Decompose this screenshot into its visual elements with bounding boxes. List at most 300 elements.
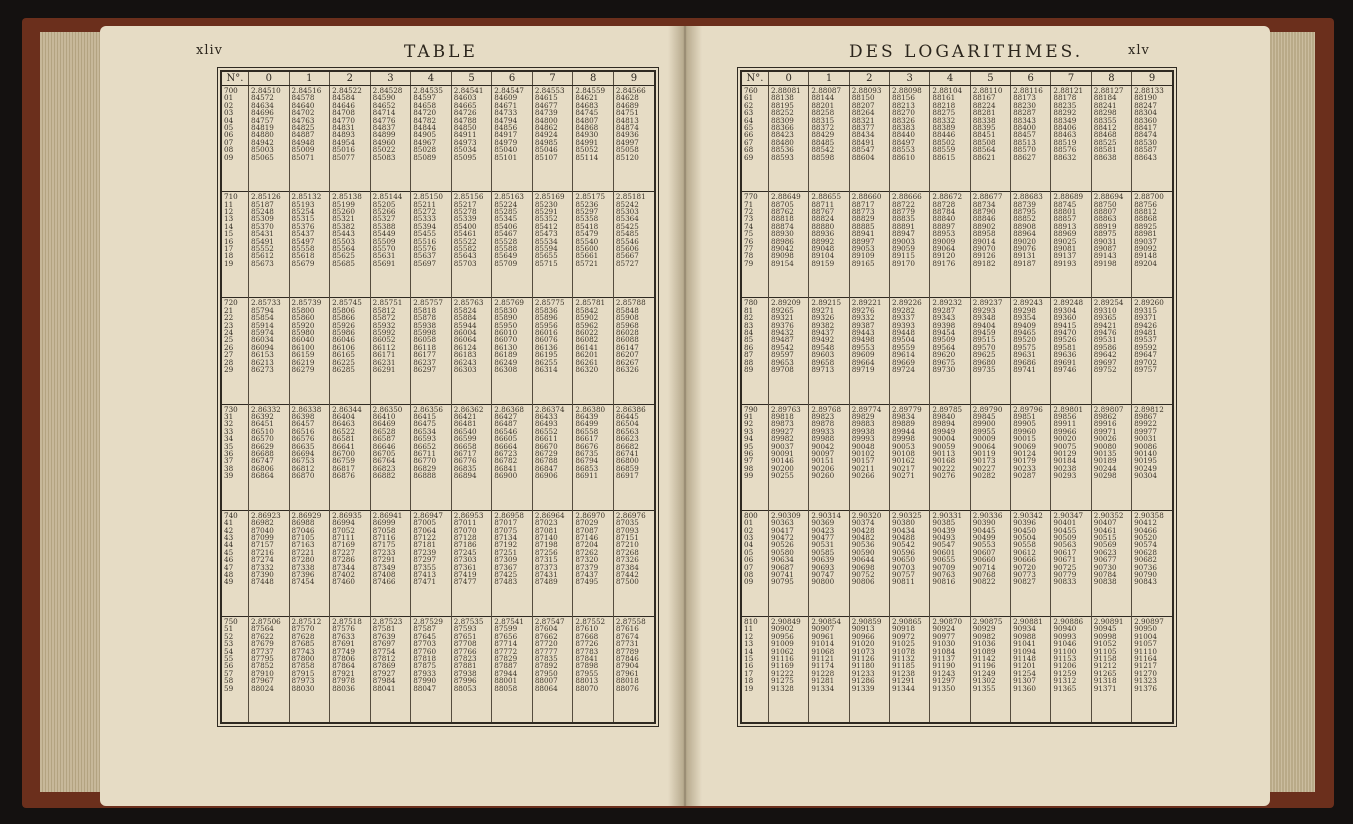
number-cell <box>222 616 249 722</box>
row-numbers: 730 31 32 33 34 35 36 37 38 39 <box>224 404 238 481</box>
column-header-digit: 2 <box>849 72 889 86</box>
log-cell <box>492 404 533 510</box>
log-cell <box>573 86 614 192</box>
log-cell <box>890 192 930 298</box>
log-cell <box>411 298 452 404</box>
log-cell <box>1011 298 1051 404</box>
log-cell <box>970 510 1010 616</box>
log-cell <box>769 192 809 298</box>
column-header-digit: 3 <box>370 72 411 86</box>
log-cell <box>411 616 452 722</box>
column-header-number: N°. <box>222 72 249 86</box>
log-cell <box>769 404 809 510</box>
table-block <box>222 192 654 298</box>
log-values: 2.86380 86439 86499 86558 86617 86676 86735 86794 86853 86911 <box>575 404 606 481</box>
log-cell <box>330 404 371 510</box>
log-values: 2.88700 88756 88812 88868 88925 88981 89037 89092 89148 89204 <box>1134 192 1164 268</box>
log-cell <box>330 86 371 192</box>
log-values: 2.85733 85794 85854 85914 85974 86034 86094 86153 86213 86273 <box>251 298 281 375</box>
log-values: 2.89248 89304 89360 89415 89470 89526 89581 89636 89691 89746 <box>1053 298 1084 375</box>
log-values: 2.89221 89276 89332 89387 89443 89498 89553 89609 89664 89719 <box>851 298 882 375</box>
log-cell <box>451 616 492 722</box>
log-cell <box>1011 616 1051 722</box>
log-values: 2.89774 89829 89883 89938 89993 90048 90102 90157 90211 90266 <box>851 404 882 481</box>
log-values: 2.90859 90913 90966 91020 91073 91126 91180 91233 91286 91339 <box>851 616 882 693</box>
log-values: 2.88683 88739 88795 88852 88908 88964 89020 89076 89131 89187 <box>1013 192 1043 268</box>
log-cell <box>451 404 492 510</box>
log-values: 2.88133 88190 88247 88304 88360 88417 88474 88530 88587 88643 <box>1134 86 1164 162</box>
row-numbers: 810 11 12 13 14 15 16 17 18 19 <box>744 616 758 693</box>
log-values: 2.88093 88150 88207 88264 88321 88377 88434 88491 88547 88604 <box>851 86 882 162</box>
log-cell <box>492 616 533 722</box>
left-running-title: TABLE <box>404 42 478 62</box>
log-cell <box>1132 298 1172 404</box>
log-cell <box>1011 192 1051 298</box>
log-cell <box>1051 616 1091 722</box>
log-cell <box>492 510 533 616</box>
column-header-digit: 8 <box>573 72 614 86</box>
log-cell <box>769 510 809 616</box>
column-header-digit: 7 <box>1051 72 1091 86</box>
table-block <box>222 404 654 510</box>
log-cell <box>289 86 330 192</box>
log-values: 2.86386 86445 86504 86563 86623 86682 86741 86800 86859 86917 <box>615 404 646 481</box>
log-cell <box>1051 404 1091 510</box>
number-cell <box>742 510 769 616</box>
log-cell <box>370 404 411 510</box>
log-cell <box>411 192 452 298</box>
log-cell <box>289 510 330 616</box>
log-values: 2.90870 90924 90977 91030 91084 91137 91190 91243 91297 91350 <box>932 616 963 693</box>
log-values: 2.87541 87599 87656 87714 87772 87829 87887 87944 88001 88058 <box>494 616 525 693</box>
log-cell <box>249 510 290 616</box>
log-values: 2.86344 86404 86463 86522 86581 86641 86700 86759 86817 86876 <box>332 404 362 481</box>
log-cell <box>769 86 809 192</box>
log-values: 2.90881 90934 90988 91041 91094 91148 91201 91254 91307 91360 <box>1013 616 1043 693</box>
log-cell <box>573 298 614 404</box>
log-cell <box>809 86 849 192</box>
log-values: 2.90886 90940 90993 91046 91100 91153 91206 91259 91312 91365 <box>1053 616 1084 693</box>
log-values: 2.86947 87005 87064 87122 87181 87239 87297 87355 87413 87471 <box>413 510 443 587</box>
log-values: 2.86964 87023 87081 87140 87198 87256 87315 87373 87431 87489 <box>534 510 565 587</box>
log-values: 2.85175 85236 85297 85358 85418 85479 85540 85600 85661 85721 <box>575 192 606 268</box>
column-header-digit: 9 <box>1132 72 1172 86</box>
log-values: 2.86929 86988 87046 87105 87163 87221 87280 87338 87396 87454 <box>291 510 322 587</box>
log-values: 2.88660 88717 88773 88829 88885 88941 88997 89053 89109 89165 <box>851 192 882 268</box>
log-values: 2.88104 88161 88218 88275 88332 88389 88446 88502 88559 88615 <box>932 86 963 162</box>
log-values: 2.88127 88184 88241 88298 88355 88412 88468 88525 88581 88638 <box>1093 86 1124 162</box>
log-cell <box>890 510 930 616</box>
column-header-digit: 3 <box>890 72 930 86</box>
log-cell <box>451 192 492 298</box>
log-values: 2.88649 88705 88762 88818 88874 88930 88986 89042 89098 89154 <box>771 192 801 268</box>
log-cell <box>532 298 573 404</box>
log-values: 2.87547 87604 87662 87720 87777 87835 87892 87950 88007 88064 <box>534 616 565 693</box>
right-table <box>742 72 1172 722</box>
log-cell <box>890 616 930 722</box>
log-values: 2.90336 90390 90445 90499 90553 90607 90660 90714 90768 90822 <box>972 510 1003 587</box>
log-cell <box>1091 192 1131 298</box>
log-values: 2.90342 90396 90450 90504 90558 90612 90666 90720 90773 90827 <box>1013 510 1043 587</box>
number-cell <box>742 298 769 404</box>
log-cell <box>970 86 1010 192</box>
log-cell <box>930 616 970 722</box>
log-values: 2.85132 85193 85254 85315 85376 85437 85497 85558 85618 85679 <box>291 192 322 268</box>
log-cell <box>809 298 849 404</box>
log-cell <box>451 86 492 192</box>
log-values: 2.89226 89282 89337 89393 89448 89504 89559 89614 89669 89724 <box>892 298 922 375</box>
log-cell <box>890 298 930 404</box>
log-values: 2.85769 85830 85890 85950 86010 86070 86130 86189 86249 86308 <box>494 298 525 375</box>
log-values: 2.90309 90363 90417 90472 90526 90580 90634 90687 90741 90795 <box>771 510 801 587</box>
log-values: 2.90347 90401 90455 90509 90563 90617 90671 90725 90779 90833 <box>1053 510 1084 587</box>
log-cell <box>1011 86 1051 192</box>
log-cell <box>970 404 1010 510</box>
log-cell <box>249 86 290 192</box>
log-values: 2.89790 89845 89900 89955 90009 90064 90119 90173 90227 90282 <box>972 404 1003 481</box>
right-folio: xlv <box>1128 43 1150 58</box>
row-numbers: 770 71 72 73 74 75 76 77 78 79 <box>744 192 758 268</box>
log-values: 2.90875 90929 90982 91036 91089 91142 91196 91249 91302 91355 <box>972 616 1003 693</box>
log-cell <box>613 192 654 298</box>
log-cell <box>1051 86 1091 192</box>
row-numbers: 720 21 22 23 24 25 26 27 28 29 <box>224 298 238 375</box>
column-header-digit: 1 <box>289 72 330 86</box>
log-cell <box>970 298 1010 404</box>
log-cell <box>849 192 889 298</box>
log-values: 2.87512 87570 87628 87685 87743 87800 87858 87915 87973 88030 <box>291 616 322 693</box>
table-block <box>742 616 1172 722</box>
log-cell <box>613 298 654 404</box>
table-block <box>742 510 1172 616</box>
log-cell <box>532 192 573 298</box>
table-block <box>742 86 1172 192</box>
column-header-number: N°. <box>742 72 769 86</box>
log-cell <box>930 298 970 404</box>
log-values: 2.85156 85217 85278 85339 85400 85461 85522 85582 85643 85703 <box>453 192 484 268</box>
log-cell <box>492 298 533 404</box>
log-cell <box>1051 298 1091 404</box>
log-values: 2.87558 87616 87674 87731 87789 87846 87904 87961 88018 88076 <box>615 616 646 693</box>
log-values: 2.90849 90902 90956 91009 91062 91116 91169 91222 91275 91328 <box>771 616 801 693</box>
row-numbers: 800 01 02 03 04 05 06 07 08 09 <box>744 510 758 587</box>
log-cell <box>370 616 411 722</box>
log-cell <box>769 298 809 404</box>
log-cell <box>849 404 889 510</box>
log-values: 2.88087 88144 88201 88258 88315 88372 88429 88485 88542 88598 <box>811 86 842 162</box>
log-values: 2.86953 87011 87070 87128 87186 87245 87303 87361 87419 87477 <box>453 510 484 587</box>
log-cell <box>1132 510 1172 616</box>
log-cell <box>573 192 614 298</box>
log-cell <box>249 616 290 722</box>
log-values: 2.88081 88138 88195 88252 88309 88366 88423 88480 88536 88593 <box>771 86 801 162</box>
log-cell <box>613 616 654 722</box>
log-values: 2.90314 90369 90423 90477 90531 90585 90639 90693 90747 90800 <box>811 510 842 587</box>
log-values: 2.86374 86433 86493 86552 86611 86670 86729 86788 86847 86906 <box>534 404 565 481</box>
log-cell <box>613 404 654 510</box>
log-cell <box>532 510 573 616</box>
log-values: 2.88098 88156 88213 88270 88326 88383 88440 88497 88553 88610 <box>892 86 922 162</box>
log-values: 2.84541 84603 84665 84726 84788 84850 84911 84973 85034 85095 <box>453 86 484 162</box>
number-cell <box>222 404 249 510</box>
log-cell <box>532 404 573 510</box>
log-cell <box>890 86 930 192</box>
log-cell <box>411 86 452 192</box>
log-cell <box>809 404 849 510</box>
log-values: 2.88121 88178 88235 88292 88349 88406 88463 88519 88576 88632 <box>1053 86 1084 162</box>
log-cell <box>769 616 809 722</box>
column-header-digit: 4 <box>930 72 970 86</box>
column-header-digit: 6 <box>1011 72 1051 86</box>
table-header-row <box>222 72 654 86</box>
log-values: 2.89215 89271 89326 89382 89437 89492 89548 89603 89658 89713 <box>811 298 842 375</box>
log-cell <box>370 86 411 192</box>
log-values: 2.85169 85230 85291 85352 85412 85473 85534 85594 85655 85715 <box>534 192 565 268</box>
log-values: 2.86368 86427 86487 86546 86605 86664 86723 86782 86841 86900 <box>494 404 525 481</box>
log-cell <box>370 510 411 616</box>
log-values: 2.85144 85205 85266 85327 85388 85449 85509 85570 85631 85691 <box>372 192 403 268</box>
log-values: 2.85757 85818 85878 85938 85998 86058 86118 86177 86237 86297 <box>413 298 443 375</box>
log-values: 2.84559 84621 84683 84745 84807 84868 84930 84991 85052 85114 <box>575 86 606 162</box>
log-cell <box>930 510 970 616</box>
log-values: 2.87506 87564 87622 87679 87737 87795 87852 87910 87967 88024 <box>251 616 281 693</box>
log-cell <box>1132 192 1172 298</box>
log-cell <box>330 510 371 616</box>
log-cell <box>573 616 614 722</box>
log-values: 2.86970 87029 87087 87146 87204 87262 87320 87379 87437 87495 <box>575 510 606 587</box>
log-cell <box>289 298 330 404</box>
log-values: 2.89779 89834 89889 89944 89998 90053 90108 90162 90217 90271 <box>892 404 922 481</box>
log-values: 2.89763 89818 89873 89927 89982 90037 90091 90146 90200 90255 <box>771 404 801 481</box>
left-folio: xliv <box>196 43 223 58</box>
log-cell <box>492 192 533 298</box>
column-header-digit: 0 <box>769 72 809 86</box>
log-cell <box>370 298 411 404</box>
log-values: 2.88677 88734 88790 88846 88902 88958 89014 89070 89126 89182 <box>972 192 1003 268</box>
log-values: 2.88655 88711 88767 88824 88880 88936 88992 89048 89104 89159 <box>811 192 842 268</box>
column-header-digit: 6 <box>492 72 533 86</box>
log-cell <box>809 510 849 616</box>
log-values: 2.86935 86994 87052 87111 87169 87227 87286 87344 87402 87460 <box>332 510 362 587</box>
log-values: 2.86362 86421 86481 86540 86599 86658 86717 86776 86835 86894 <box>453 404 484 481</box>
log-cell <box>289 616 330 722</box>
log-cell <box>411 404 452 510</box>
log-values: 2.89243 89298 89354 89409 89465 89520 89575 89631 89686 89741 <box>1013 298 1043 375</box>
log-cell <box>249 192 290 298</box>
log-cell <box>930 404 970 510</box>
log-cell <box>1011 404 1051 510</box>
table-block <box>222 298 654 404</box>
log-cell <box>613 510 654 616</box>
log-values: 2.90897 90950 91004 91057 91110 91164 91217 91270 91323 91376 <box>1134 616 1164 693</box>
log-values: 2.84510 84572 84634 84696 84757 84819 84880 84942 85003 85065 <box>251 86 281 162</box>
log-values: 2.90891 90945 90998 91052 91105 91158 91212 91265 91318 91371 <box>1093 616 1124 693</box>
log-values: 2.84516 84578 84640 84702 84763 84825 84887 84948 85009 85071 <box>291 86 322 162</box>
log-cell <box>1132 404 1172 510</box>
column-header-digit: 2 <box>330 72 371 86</box>
log-values: 2.85138 85199 85260 85321 85382 85443 85503 85564 85625 85685 <box>332 192 362 268</box>
log-cell <box>451 510 492 616</box>
log-cell <box>573 404 614 510</box>
log-cell <box>613 86 654 192</box>
log-values: 2.89209 89265 89321 89376 89432 89487 89542 89597 89653 89708 <box>771 298 801 375</box>
log-values: 2.86350 86410 86469 86528 86587 86646 86705 86764 86823 86882 <box>372 404 403 481</box>
log-values: 2.86338 86398 86457 86516 86576 86635 86694 86753 86812 86870 <box>291 404 322 481</box>
log-values: 2.87529 87587 87645 87703 87760 87818 87875 87933 87990 88047 <box>413 616 443 693</box>
column-header-digit: 1 <box>809 72 849 86</box>
log-cell <box>249 404 290 510</box>
row-numbers: 710 11 12 13 14 15 16 17 18 19 <box>224 192 238 268</box>
table-block <box>222 510 654 616</box>
log-values: 2.86923 86982 87040 87099 87157 87216 87274 87332 87390 87448 <box>251 510 281 587</box>
log-values: 2.90358 90412 90466 90520 90574 90628 90682 90736 90790 90843 <box>1134 510 1164 587</box>
column-header-digit: 9 <box>613 72 654 86</box>
table-block <box>222 86 654 192</box>
log-cell <box>370 192 411 298</box>
log-cell <box>930 86 970 192</box>
log-values: 2.85150 85211 85272 85333 85394 85455 85516 85576 85637 85697 <box>413 192 443 268</box>
log-values: 2.85781 85842 85902 85962 86022 86082 86141 86201 86261 86320 <box>575 298 606 375</box>
log-values: 2.85739 85800 85860 85920 85980 86040 86100 86159 86219 86279 <box>291 298 322 375</box>
log-cell <box>451 298 492 404</box>
row-numbers: 700 01 02 03 04 05 06 07 08 09 <box>224 86 238 162</box>
log-cell <box>1051 192 1091 298</box>
log-cell <box>532 86 573 192</box>
log-values: 2.90331 90385 90439 90493 90547 90601 90655 90709 90763 90816 <box>932 510 963 587</box>
log-values: 2.89807 89862 89916 89971 90026 90080 90135 90189 90244 90298 <box>1093 404 1124 481</box>
row-numbers: 760 61 62 63 64 65 66 67 68 69 <box>744 86 758 162</box>
log-values: 2.85126 85187 85248 85309 85370 85431 85491 85552 85612 85673 <box>251 192 281 268</box>
log-values: 2.84553 84615 84677 84739 84800 84862 84924 84985 85046 85107 <box>534 86 565 162</box>
number-cell <box>742 192 769 298</box>
log-cell <box>849 86 889 192</box>
log-cell <box>1091 510 1131 616</box>
column-header-digit: 4 <box>411 72 452 86</box>
log-values: 2.85163 85224 85285 85345 85406 85467 85528 85588 85649 85709 <box>494 192 525 268</box>
number-cell <box>222 298 249 404</box>
log-values: 2.84566 84628 84689 84751 84813 84874 84936 84997 85058 85120 <box>615 86 646 162</box>
log-values: 2.86976 87035 87093 87151 87210 87268 87326 87384 87442 87500 <box>615 510 646 587</box>
log-values: 2.88689 88745 88801 88857 88913 88969 89025 89081 89137 89193 <box>1053 192 1084 268</box>
log-values: 2.88116 88173 88230 88287 88343 88400 88457 88513 88570 88627 <box>1013 86 1043 162</box>
log-values: 2.89254 89310 89365 89421 89476 89531 89586 89642 89697 89752 <box>1093 298 1124 375</box>
log-values: 2.84528 84590 84652 84714 84776 84837 84899 84960 85022 85083 <box>372 86 403 162</box>
log-values: 2.87518 87576 87633 87691 87749 87806 87864 87921 87978 88036 <box>332 616 362 693</box>
column-header-digit: 0 <box>249 72 290 86</box>
left-table <box>222 72 654 722</box>
right-log-table <box>740 70 1174 724</box>
log-values: 2.90325 90380 90434 90488 90542 90596 90650 90703 90757 90811 <box>892 510 922 587</box>
log-values: 2.87523 87581 87639 87697 87754 87812 87869 87927 87984 88041 <box>372 616 403 693</box>
log-values: 2.85751 85812 85872 85932 85992 86052 86112 86171 86231 86291 <box>372 298 403 375</box>
log-cell <box>330 616 371 722</box>
log-cell <box>532 616 573 722</box>
column-header-digit: 8 <box>1091 72 1131 86</box>
log-values: 2.84535 84597 84658 84720 84782 84844 84905 84967 85028 85089 <box>413 86 443 162</box>
log-values: 2.86332 86392 86451 86510 86570 86629 86688 86747 86806 86864 <box>251 404 281 481</box>
table-block <box>742 192 1172 298</box>
log-values: 2.89785 89840 89894 89949 90004 90059 90113 90168 90222 90276 <box>932 404 963 481</box>
log-values: 2.86356 86415 86475 86534 86593 86652 86711 86770 86829 86888 <box>413 404 443 481</box>
column-header-digit: 5 <box>451 72 492 86</box>
log-cell <box>492 86 533 192</box>
row-numbers: 740 41 42 43 44 45 46 47 48 49 <box>224 510 238 587</box>
log-values: 2.87535 87593 87651 87708 87766 87823 87881 87938 87996 88053 <box>453 616 484 693</box>
log-cell <box>970 192 1010 298</box>
number-cell <box>742 404 769 510</box>
log-values: 2.90352 90407 90461 90515 90569 90623 90677 90730 90784 90838 <box>1093 510 1124 587</box>
log-cell <box>289 404 330 510</box>
log-cell <box>809 192 849 298</box>
log-cell <box>330 192 371 298</box>
number-cell <box>222 510 249 616</box>
log-cell <box>970 616 1010 722</box>
log-values: 2.88694 88750 88807 88863 88919 88975 89031 89087 89143 89198 <box>1093 192 1124 268</box>
table-block <box>742 404 1172 510</box>
number-cell <box>742 616 769 722</box>
log-cell <box>849 298 889 404</box>
log-values: 2.88110 88167 88224 88281 88338 88395 88451 88508 88564 88621 <box>972 86 1003 162</box>
log-cell <box>809 616 849 722</box>
log-values: 2.84522 84584 84646 84708 84770 84831 84893 84954 85016 85077 <box>332 86 362 162</box>
log-cell <box>1011 510 1051 616</box>
log-values: 2.89768 89823 89878 89933 89988 90042 90097 90151 90206 90260 <box>811 404 842 481</box>
book-gutter <box>668 26 702 806</box>
right-running-title: DES LOGARITHMES. <box>849 42 1084 62</box>
log-values: 2.88672 88728 88784 88840 88897 88953 89009 89064 89120 89176 <box>932 192 963 268</box>
log-values: 2.84547 84609 84671 84733 84794 84856 84917 84979 85040 85101 <box>494 86 525 162</box>
log-cell <box>890 404 930 510</box>
log-cell <box>1051 510 1091 616</box>
column-header-digit: 5 <box>970 72 1010 86</box>
log-cell <box>1091 86 1131 192</box>
log-cell <box>573 510 614 616</box>
log-values: 2.85181 85242 85303 85364 85425 85485 85546 85606 85667 85727 <box>615 192 646 268</box>
number-cell <box>222 86 249 192</box>
table-header-row <box>742 72 1172 86</box>
log-values: 2.89260 89315 89371 89426 89481 89537 89592 89647 89702 89757 <box>1134 298 1164 375</box>
log-cell <box>289 192 330 298</box>
log-values: 2.89237 89293 89348 89404 89459 89515 89570 89625 89680 89735 <box>972 298 1003 375</box>
log-cell <box>1091 404 1131 510</box>
log-cell <box>930 192 970 298</box>
log-values: 2.85788 85848 85908 85968 86028 86088 86147 86207 86267 86326 <box>615 298 646 375</box>
row-numbers: 780 81 82 83 84 85 86 87 88 89 <box>744 298 758 375</box>
log-cell <box>1091 616 1131 722</box>
log-values: 2.90854 90907 90961 91014 91068 91121 91174 91228 91281 91334 <box>811 616 842 693</box>
log-values: 2.90865 90918 90972 91025 91078 91132 91185 91238 91291 91344 <box>892 616 922 693</box>
column-header-digit: 7 <box>532 72 573 86</box>
log-cell <box>249 298 290 404</box>
log-cell <box>849 510 889 616</box>
log-values: 2.85775 85836 85896 85956 86016 86076 86136 86195 86255 86314 <box>534 298 565 375</box>
log-values: 2.86958 87017 87075 87134 87192 87251 87309 87367 87425 87483 <box>494 510 525 587</box>
log-values: 2.89801 89856 89911 89966 90020 90075 90129 90184 90238 90293 <box>1053 404 1084 481</box>
log-cell <box>1132 616 1172 722</box>
log-values: 2.89796 89851 89905 89960 90015 90069 90124 90179 90233 90287 <box>1013 404 1043 481</box>
log-cell <box>1132 86 1172 192</box>
log-values: 2.90320 90374 90428 90482 90536 90590 90644 90698 90752 90806 <box>851 510 882 587</box>
log-values: 2.85763 85824 85884 85944 86004 86064 86124 86183 86243 86303 <box>453 298 484 375</box>
table-block <box>222 616 654 722</box>
log-cell <box>330 298 371 404</box>
number-cell <box>742 86 769 192</box>
log-values: 2.89232 89287 89343 89398 89454 89509 89564 89620 89675 89730 <box>932 298 963 375</box>
log-cell <box>1091 298 1131 404</box>
log-values: 2.89812 89867 89922 89977 90031 90086 90140 90195 90249 90304 <box>1134 404 1164 481</box>
table-block <box>742 298 1172 404</box>
log-values: 2.86941 86999 87058 87116 87175 87233 87291 87349 87408 87466 <box>372 510 403 587</box>
